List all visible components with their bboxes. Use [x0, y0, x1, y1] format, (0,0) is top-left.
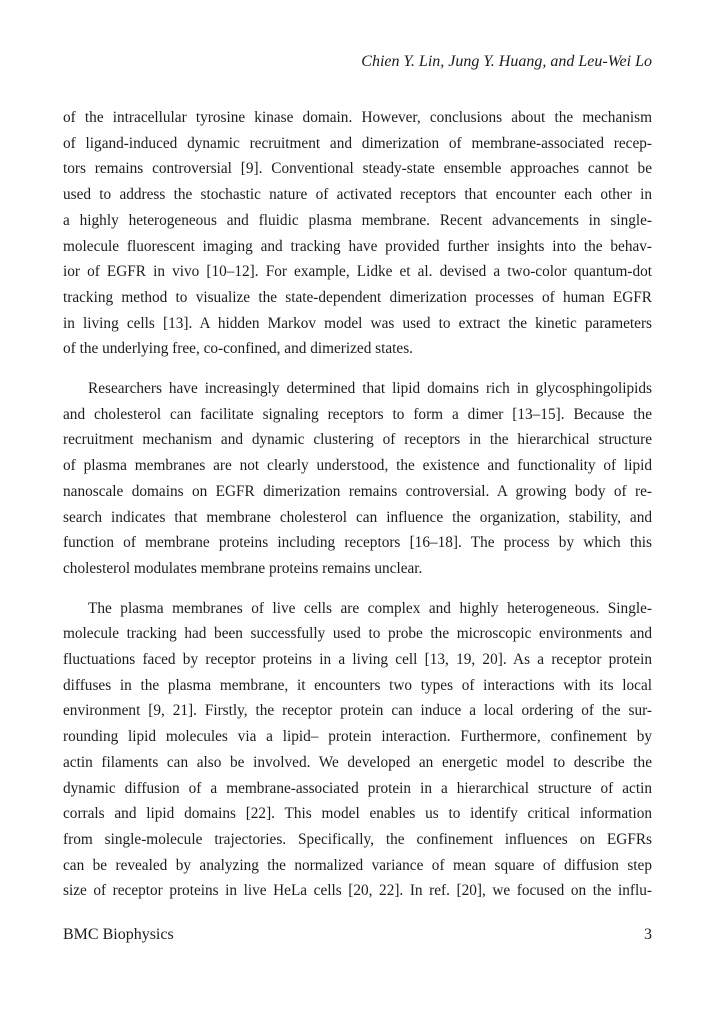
- text-line: tors remains controversial [9]. Conventional steady-state ensemble approaches cannot be: [63, 160, 652, 178]
- paragraph: [63, 105, 652, 362]
- journal-name: BMC Biophysics: [63, 926, 174, 943]
- text-line: fluctuations faced by receptor proteins in a living cell [13, 19, 20]. As a receptor protein: [63, 651, 652, 669]
- text-line: function of membrane proteins including receptors [16–18]. The process by which this: [63, 534, 652, 552]
- body-text: [63, 105, 652, 904]
- text-line: search indicates that membrane cholesterol can influence the organization, stability, and: [63, 508, 652, 526]
- text-line: diffuses in the plasma membrane, it encounters two types of interactions with its local: [63, 676, 652, 694]
- text-line: rounding lipid molecules via a lipid– protein interaction. Furthermore, confinement by: [63, 728, 652, 746]
- text-line: of the underlying free, co-confined, and dimerized states.: [63, 340, 413, 358]
- text-line: The plasma membranes of live cells are complex and highly heterogeneous. Single-: [88, 599, 652, 617]
- paragraph: [63, 596, 652, 904]
- text-line: nanoscale domains on EGFR dimerization remains controversial. A growing body of re-: [63, 482, 652, 500]
- text-line: can be revealed by analyzing the normalized variance of mean square of diffusion step: [63, 856, 652, 874]
- running-head-authors: Chien Y. Lin, Jung Y. Huang, and Leu-Wei Lo: [361, 53, 652, 70]
- text-line: and cholesterol can facilitate signaling receptors to form a dimer [13–15]. Because the: [63, 405, 652, 423]
- text-line: corrals and lipid domains [22]. This model enables us to identify critical information: [63, 805, 652, 823]
- text-line: recruitment mechanism and dynamic clustering of receptors in the hierarchical structure: [63, 431, 652, 449]
- text-line: Researchers have increasingly determined that lipid domains rich in glycosphingolipids: [88, 380, 652, 398]
- paragraph: [63, 376, 652, 582]
- text-line: in living cells [13]. A hidden Markov model was used to extract the kinetic parameters: [63, 314, 652, 332]
- text-line: environment [9, 21]. Firstly, the receptor protein can induce a local ordering of the sur-: [63, 702, 652, 720]
- text-line: tracking method to visualize the state-dependent dimerization processes of human EGFR: [63, 288, 652, 306]
- text-line: size of receptor proteins in live HeLa cells [20, 22]. In ref. [20], we focused on the influ-: [63, 882, 652, 900]
- text-line: a highly heterogeneous and fluidic plasma membrane. Recent advancements in single-: [63, 211, 652, 229]
- text-line: actin filaments can also be involved. We developed an energetic model to describe the: [63, 753, 652, 771]
- text-line: from single-molecule trajectories. Specifically, the confinement influences on EGFRs: [63, 830, 652, 848]
- text-line: used to address the stochastic nature of activated receptors that encounter each other in: [63, 186, 652, 204]
- text-line: of plasma membranes are not clearly understood, the existence and functionality of lipid: [63, 457, 652, 475]
- page-number: 3: [644, 926, 652, 943]
- text-line: of ligand-induced dynamic recruitment and dimerization of membrane-associated recep-: [63, 134, 652, 152]
- page-footer: [63, 925, 652, 945]
- text-line: molecule tracking had been successfully used to probe the microscopic environments and: [63, 625, 652, 643]
- text-line: of the intracellular tyrosine kinase domain. However, conclusions about the mechanism: [63, 109, 652, 126]
- text-line: dynamic diffusion of a membrane-associated protein in a hierarchical structure of actin: [63, 779, 652, 797]
- text-line: cholesterol modulates membrane proteins remains unclear.: [63, 559, 423, 577]
- text-line: ior of EGFR in vivo [10–12]. For example, Lidke et al. devised a two-color quantum-dot: [63, 263, 652, 281]
- text-line: molecule fluorescent imaging and tracking have provided further insights into the behav-: [63, 237, 652, 255]
